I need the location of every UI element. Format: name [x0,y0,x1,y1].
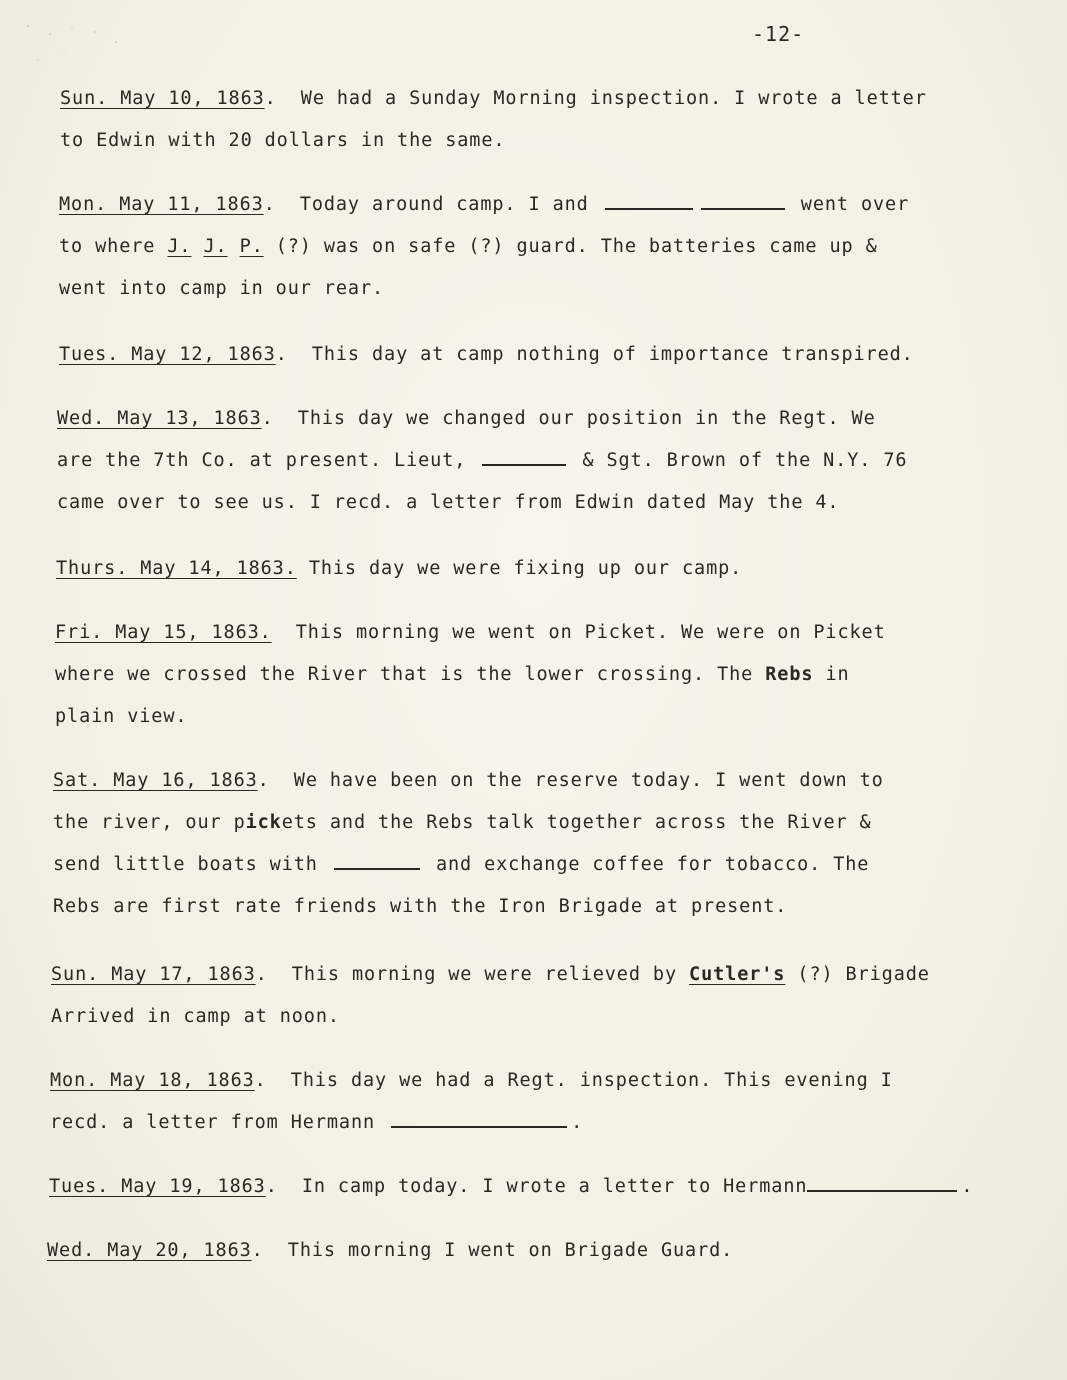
entry-line: Sun. May 10, 1863. We had a Sunday Morning inspection. I wrote a letter [60,88,927,109]
diary-entry-may-11 [59,184,999,310]
entry-date: Wed. May 13, 1863 [57,408,262,429]
entry-text: This morning I went on Brigade Guard. [287,1240,734,1261]
entry-text: where we crossed the River that is the lower crossing. The [55,664,754,685]
entry-text: Today around camp. I and [299,194,589,215]
initial: P. [239,236,264,257]
paper-specks [20,20,130,80]
entry-text: ick [245,812,282,833]
entry-date: Tues. May 12, 1863 [59,344,276,365]
diary-entry-may-17 [51,954,991,1038]
entry-text: (?) was on safe (?) guard. The batteries came up & [275,236,878,257]
entry-date: Sun. May 17, 1863 [51,964,256,985]
entry-line [57,440,997,482]
entry-text: Arrived in camp at noon. [51,1006,340,1027]
entry-line: Wed. May 20, 1863. This morning I went on Brigade Guard. [47,1240,734,1261]
initial: J. [167,236,192,257]
entry-text: This morning we went on Picket. We were on Picket [295,622,886,643]
entry-line: Tues. May 19, 1863. In camp today. I wrote a letter to Hermann . [49,1176,974,1197]
entry-line [55,654,995,696]
entry-text: to where [59,236,156,257]
entry-line [55,612,995,654]
entry-line [59,226,999,268]
diary-entry-may-19 [49,1166,989,1208]
entry-text: and exchange coffee for tobacco. The [435,854,870,875]
entry-text: the river, our p [53,812,246,833]
entry-line: Tues. May 12, 1863. This day at camp nothing of importance transpired. [59,344,914,365]
entry-text: & Sgt. Brown of the N.Y. 76 [582,450,908,471]
entry-date: Thurs. May 14, 1863. [56,558,297,579]
diary-entry-may-15 [55,612,995,738]
entry-text: (?) Brigade [797,964,930,985]
entry-date: Tues. May 19, 1863 [49,1176,266,1197]
entry-line: Sat. May 16, 1863. We have been on the reserve today. I went down to [53,770,884,791]
entry-date: Wed. May 20, 1863 [47,1240,252,1261]
diary-entry-may-13 [57,398,997,524]
entry-text: to Edwin with 20 dollars in the same. [60,130,506,151]
entry-date: Sat. May 16, 1863 [53,770,258,791]
entry-line [56,548,996,590]
entry-text: This day we were fixing up our camp. [308,558,743,579]
diary-entry-may-10 [60,78,1000,162]
entry-date: Mon. May 18, 1863 [50,1070,255,1091]
entry-text: went into camp in our rear. [59,278,385,299]
entry-name: Cutler's [689,964,786,985]
diary-entry-may-14 [56,548,996,590]
diary-entry-may-18 [50,1060,990,1144]
entry-line [53,844,993,886]
entry-text: We had a Sunday Morning inspection. I wrote a letter [300,88,927,109]
diary-entry-may-12 [59,334,999,376]
entry-line: Sun. May 17, 1863. This morning we were relieved by Cutler's (?) Brigade [51,964,930,985]
blank-space [391,1125,567,1128]
entry-text: went over [800,194,910,215]
diary-entry-may-16 [53,760,993,928]
blank-space [482,463,566,466]
entry-date: Mon. May 11, 1863 [59,194,264,215]
entry-text: send little boats with [53,854,318,875]
entry-line: Mon. May 18, 1863. This day we had a Regt. inspection. This evening I [50,1070,893,1091]
blank-space [334,867,420,870]
entry-text: ets and the Rebs talk together across the River & [281,812,872,833]
entry-text: Rebs [765,664,814,685]
entry-text: This day at camp nothing of importance transpired. [311,344,914,365]
page-number: -12- [752,22,805,46]
entry-line: Wed. May 13, 1863. This day we changed our position in the Regt. We [57,408,876,429]
entry-text: recd. a letter from Hermann [50,1112,376,1133]
entry-text: This day we had a Regt. inspection. This evening I [290,1070,893,1091]
entry-date: Sun. May 10, 1863 [60,88,265,109]
entry-date: Fri. May 15, 1863. [55,622,272,643]
diary-entry-may-20 [47,1230,987,1272]
entry-text: plain view. [55,706,188,727]
blank-space [605,207,693,210]
entry-text: Rebs are first rate friends with the Iron Brigade at present. [53,896,788,917]
entry-line [53,802,993,844]
entry-line: Mon. May 11, 1863. Today around camp. I and went over [59,194,910,215]
entry-line: recd. a letter from Hermann . [50,1112,584,1133]
entry-text: in [825,664,850,685]
entry-text: This morning we were relieved by [291,964,677,985]
entry-text: came over to see us. I recd. a letter from Edwin dated May the 4. [57,492,840,513]
entry-text: In camp today. I wrote a letter to Hermann [301,1176,808,1197]
initial: J. [203,236,228,257]
entry-text: We have been on the reserve today. I went down to [293,770,884,791]
entry-text: This day we changed our position in the Regt. We [297,408,876,429]
blank-space [701,207,785,210]
entry-text: are the 7th Co. at present. Lieut, [57,450,467,471]
blank-space [807,1189,957,1192]
